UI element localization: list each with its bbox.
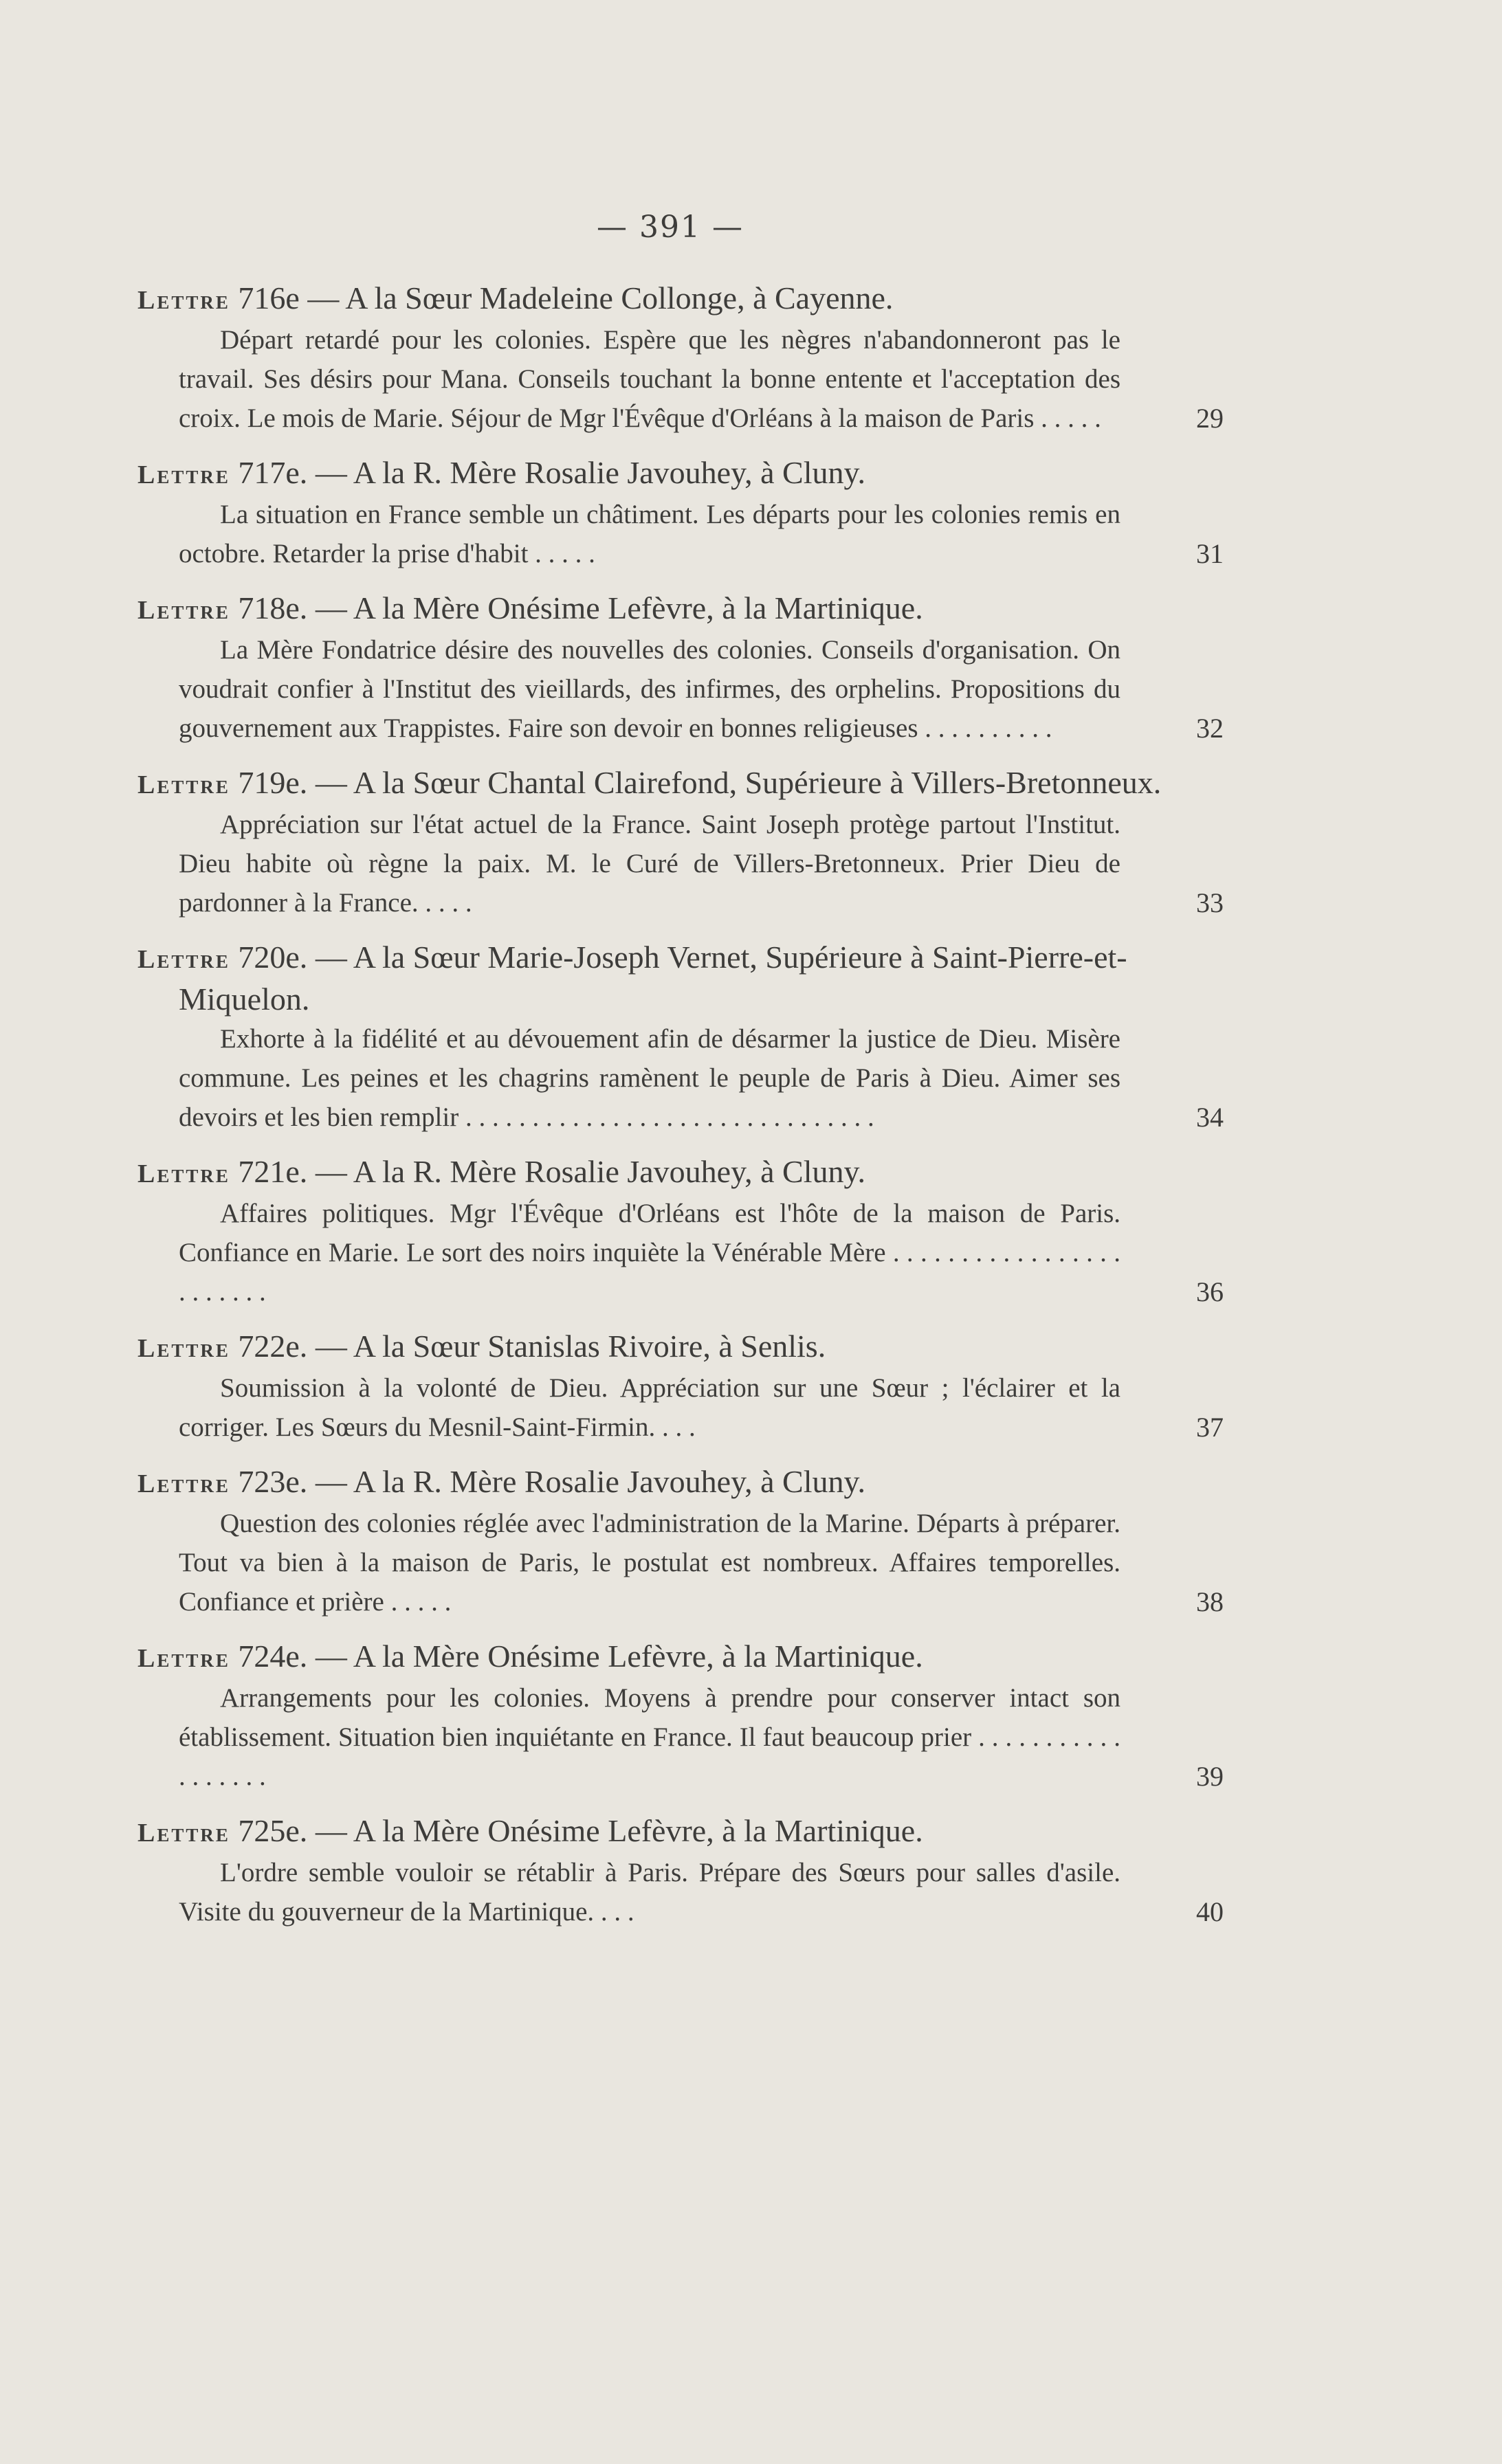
entry-body xyxy=(137,1504,1224,1621)
entry-summary: Question des colonies réglée avec l'administration de la Marine. Départs à préparer. Tout va bien à la maison de Paris, le postulat est nombreux. Affaires temporelles. Confiance et prière . . . . . xyxy=(179,1509,1120,1617)
entry-label: Lettre xyxy=(137,596,230,625)
toc-entry xyxy=(137,453,1224,573)
entry-recipient: — A la Mère Onésime Lefèvre, à la Martinique. xyxy=(315,1813,923,1848)
entry-label: Lettre xyxy=(137,1644,230,1673)
entry-number: 722e. xyxy=(238,1329,308,1364)
entry-summary: L'ordre semble vouloir se rétablir à Paris. Prépare des Sœurs pour salles d'asile. Visite du gouverneur de la Martinique. . . . xyxy=(179,1858,1120,1927)
entry-body xyxy=(137,320,1224,438)
entry-heading xyxy=(137,453,1224,495)
entry-page: 36 xyxy=(1196,1276,1224,1307)
entry-page: 32 xyxy=(1196,713,1224,744)
toc-entry xyxy=(137,588,1224,748)
entry-body xyxy=(137,1678,1224,1796)
page-number: — 391 — xyxy=(597,210,744,245)
entry-page: 37 xyxy=(1196,1412,1224,1443)
entry-summary: Soumission à la volonté de Dieu. Appréciation sur une Sœur ; l'éclairer et la corriger. Les Sœurs du Mesnil-Saint-Firmin. . . . xyxy=(179,1373,1120,1442)
entry-heading xyxy=(137,588,1224,630)
entry-page: 38 xyxy=(1196,1586,1224,1617)
entry-heading xyxy=(137,763,1224,805)
entry-number: 721e. xyxy=(238,1154,308,1189)
entry-label: Lettre xyxy=(137,945,230,974)
entry-label: Lettre xyxy=(137,1334,230,1363)
toc-entry xyxy=(137,1811,1224,1931)
entry-body xyxy=(137,1194,1224,1311)
toc-entry xyxy=(137,1636,1224,1796)
entry-recipient: — A la R. Mère Rosalie Javouhey, à Cluny. xyxy=(315,455,866,490)
entry-number: 716e xyxy=(238,280,300,315)
entry-number: 719e. xyxy=(238,765,308,800)
entry-heading xyxy=(137,1462,1224,1504)
entry-heading xyxy=(137,278,1224,320)
toc-entry xyxy=(137,1152,1224,1311)
entry-summary: Arrangements pour les colonies. Moyens à prendre pour conserver intact son établissement. Situation bien inquiétante en France. Il faut beaucoup prier . . . . . . . . . . . . . . . . . . xyxy=(179,1683,1120,1791)
toc-entry xyxy=(137,1462,1224,1621)
entry-recipient: — A la Sœur Marie-Joseph Vernet, Supérieure à Saint-Pierre-et-Miquelon. xyxy=(179,940,1127,1017)
entry-summary: Départ retardé pour les colonies. Espère que les nègres n'abandonneront pas le travail. Ses désirs pour Mana. Conseils touchant la bonne entente et l'acceptation des croix. Le mois de Marie. Séjour de Mgr l'Évêque d'Orléans à la maison de Paris . . . . . xyxy=(179,325,1120,433)
entry-page: 40 xyxy=(1196,1896,1224,1927)
entry-body xyxy=(137,1019,1224,1137)
entry-body xyxy=(137,1368,1224,1447)
entry-label: Lettre xyxy=(137,770,230,799)
entry-recipient: — A la Mère Onésime Lefèvre, à la Martinique. xyxy=(315,1639,923,1674)
entry-heading xyxy=(137,937,1224,1019)
entry-page: 33 xyxy=(1196,887,1224,918)
toc-entry xyxy=(137,1327,1224,1447)
entry-page: 39 xyxy=(1196,1761,1224,1792)
entry-label: Lettre xyxy=(137,1159,230,1188)
entry-number: 723e. xyxy=(238,1464,308,1499)
entry-number: 720e. xyxy=(238,940,308,975)
entry-recipient: — A la Sœur Stanislas Rivoire, à Senlis. xyxy=(315,1329,826,1364)
toc-entry xyxy=(137,937,1224,1137)
toc-entry xyxy=(137,763,1224,922)
entry-heading xyxy=(137,1636,1224,1678)
entry-recipient: — A la Sœur Chantal Clairefond, Supérieure à Villers-Bretonneux. xyxy=(315,765,1162,800)
entry-page: 31 xyxy=(1196,538,1224,569)
entry-body xyxy=(137,630,1224,748)
entry-heading xyxy=(137,1327,1224,1368)
entry-heading xyxy=(137,1811,1224,1853)
entry-label: Lettre xyxy=(137,1819,230,1847)
toc-entry xyxy=(137,278,1224,438)
table-of-contents xyxy=(137,278,1224,1946)
entry-body xyxy=(137,495,1224,573)
entry-body xyxy=(137,1853,1224,1931)
entry-heading xyxy=(137,1152,1224,1194)
entry-label: Lettre xyxy=(137,460,230,489)
entry-summary: Affaires politiques. Mgr l'Évêque d'Orléans est l'hôte de la maison de Paris. Confiance en Marie. Le sort des noirs inquiète la Vénérable Mère . . . . . . . . . . . . . . . . . . . . . . . . xyxy=(179,1199,1120,1307)
entry-summary: Appréciation sur l'état actuel de la France. Saint Joseph protège partout l'Institut. Dieu habite où règne la paix. M. le Curé de Villers-Bretonneux. Prier Dieu de pardonner à la France. . . . . xyxy=(179,810,1120,918)
entry-page: 34 xyxy=(1196,1102,1224,1133)
entry-number: 718e. xyxy=(238,590,308,625)
entry-number: 724e. xyxy=(238,1639,308,1674)
entry-summary: La situation en France semble un châtiment. Les départs pour les colonies remis en octobre. Retarder la prise d'habit . . . . . xyxy=(179,500,1120,568)
entry-summary: La Mère Fondatrice désire des nouvelles des colonies. Conseils d'organisation. On voudrait confier à l'Institut des vieillards, des infirmes, des orphelins. Propositions du gouvernement aux Trappistes. Faire son devoir en bonnes religieuses . . . . . . . . . . xyxy=(179,635,1120,743)
entry-body xyxy=(137,805,1224,922)
entry-recipient: — A la R. Mère Rosalie Javouhey, à Cluny. xyxy=(315,1464,866,1499)
entry-number: 717e. xyxy=(238,455,308,490)
entry-recipient: — A la R. Mère Rosalie Javouhey, à Cluny. xyxy=(315,1154,866,1189)
entry-label: Lettre xyxy=(137,1469,230,1498)
entry-recipient: — A la Mère Onésime Lefèvre, à la Martinique. xyxy=(315,590,923,625)
entry-summary: Exhorte à la fidélité et au dévouement afin de désarmer la justice de Dieu. Misère commune. Les peines et les chagrins ramènent le peuple de Paris à Dieu. Aimer ses devoirs et les bien remplir . . . . . . . . . . . . . . . . . . . . . . . . . . . . . . . xyxy=(179,1024,1120,1132)
entry-label: Lettre xyxy=(137,286,230,315)
entry-number: 725e. xyxy=(238,1813,308,1848)
entry-page: 29 xyxy=(1196,403,1224,434)
entry-recipient: — A la Sœur Madeleine Collonge, à Cayenne. xyxy=(307,280,894,315)
